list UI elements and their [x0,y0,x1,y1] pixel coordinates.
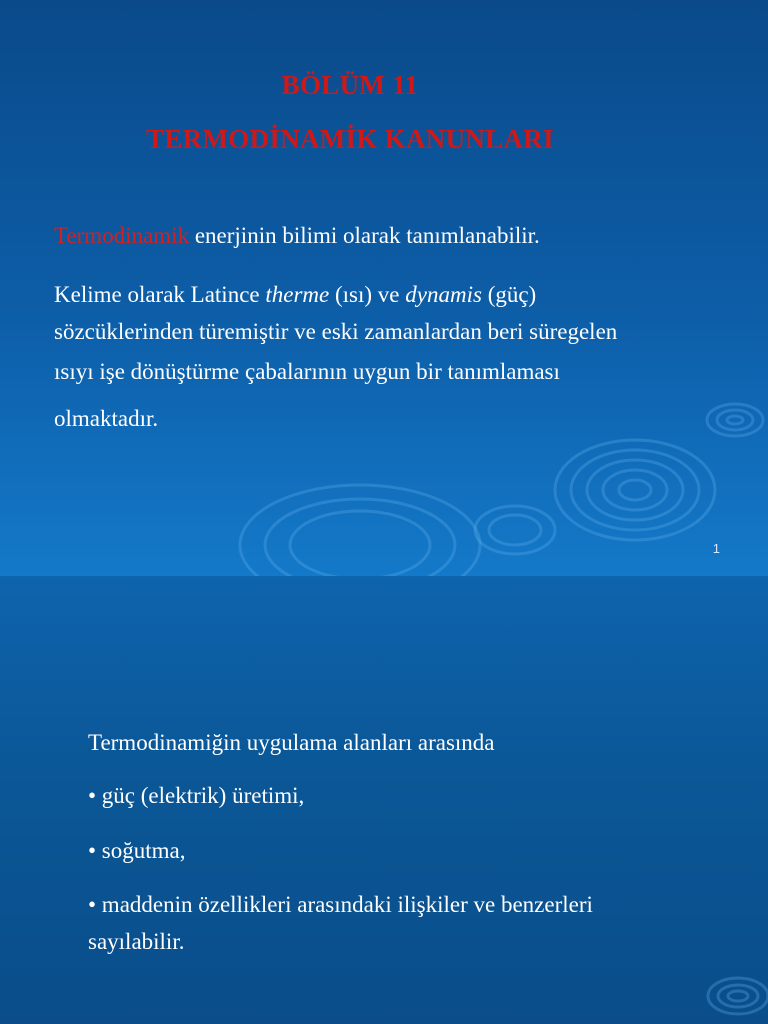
etymology-text-c: (güç) [481,282,537,307]
definition-paragraph [54,217,540,255]
bullet-material-properties-cont: sayılabilir. [88,929,185,954]
etymology-line-2: sözcüklerinden türemiştir ve eski zamanlardan beri süregelen [54,319,618,344]
chapter-subtitle: TERMODİNAMİK KANUNLARI [146,124,554,154]
etymology-text-b: (ısı) ve [329,282,406,307]
etymology-text-a: Kelime olarak Latince [54,282,266,307]
page-number: 1 [712,541,720,556]
etymology-line-1 [54,276,536,314]
bullet-material-properties: • maddenin özellikleri arasındaki ilişkiler ve benzerleri [88,892,593,917]
bullet-cooling: • soğutma, [88,838,186,863]
etymology-line-3: ısıyı işe dönüştürme çabalarının uygun bir tanımlaması [54,359,560,384]
bullet-power-generation: • güç (elektrik) üretimi, [88,783,305,808]
chapter-title: BÖLÜM 11 [281,70,419,100]
etymology-line-4: olmaktadır. [54,406,159,431]
definition-text: enerjinin bilimi olarak tanımlanabilir. [189,223,540,248]
term-highlight: Termodinamik [54,223,190,248]
term-therme: therme [265,282,330,307]
applications-intro: Termodinamiğin uygulama alanları arasında [88,730,495,755]
slide-2 [0,576,768,1024]
term-dynamis: dynamis [405,282,482,307]
